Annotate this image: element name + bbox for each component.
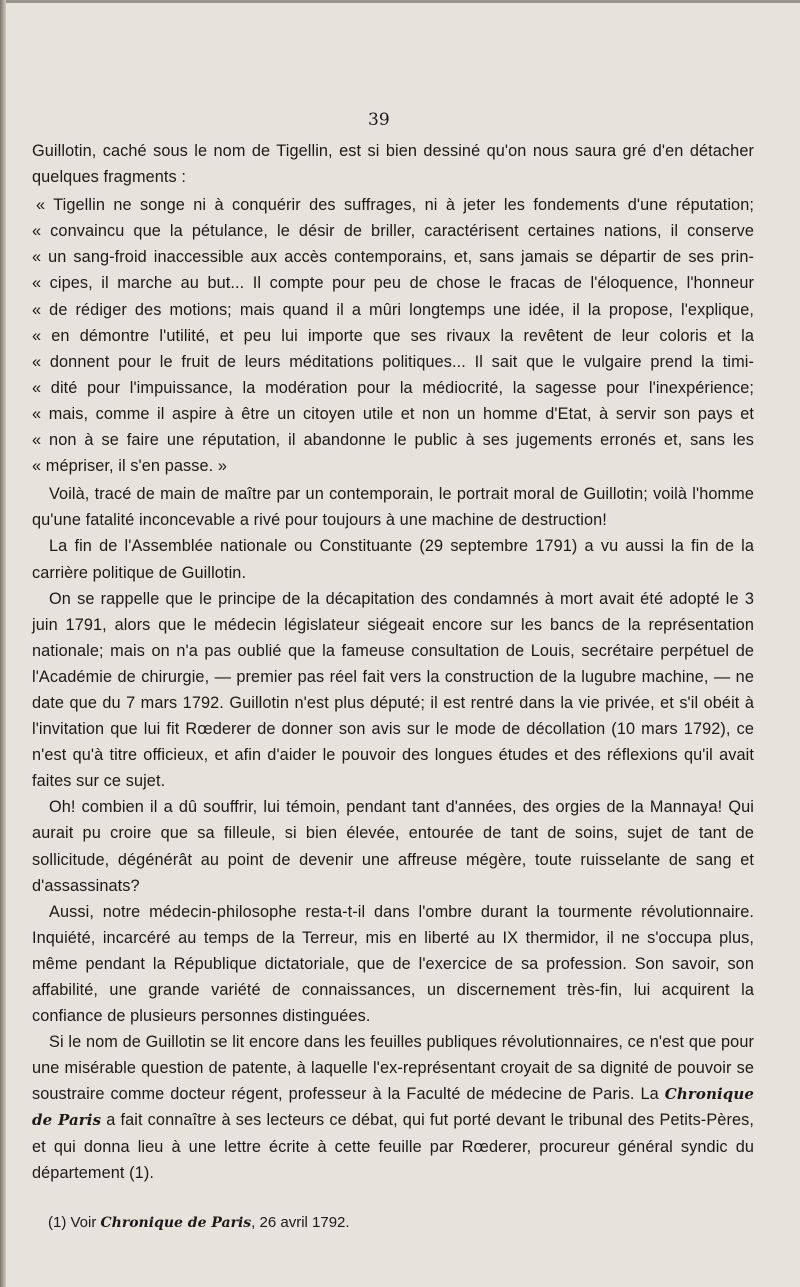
paragraph-si-le-nom (32, 1029, 754, 1186)
page-number: 39 (368, 110, 390, 130)
page-top-edge (0, 0, 800, 3)
paragraph-oh-combien: Oh! combien il a dû souffrir, lui témoin, pendant tant d'années, des orgies de la Mannaya! Qui aurait pu croire que sa filleule, si bien élevée, entourée de tant de soins, sujet de tant de sollicitude, dégénérât au point de devenir une affreuse mégère, toute ruisselante de sang et d'assassinats? (32, 798, 754, 895)
quote-line: « dité pour l'impuissance, la modération pour la médiocrité, la sagesse pour l'inexpérience; (32, 378, 754, 397)
quote-line: « en démontre l'utilité, et peu lui importe que ses rivaux la revêtent de leur coloris et la (32, 326, 754, 345)
quote-line: « un sang-froid inaccessible aux accès contemporains, et, sans jamais se départir de ses prin- (32, 248, 754, 267)
quote-line: « convaincu que la pétulance, le désir de briller, caractérisent certaines nations, il conserve (32, 222, 754, 241)
body-text (32, 138, 754, 1186)
page-binding-edge (0, 0, 6, 1287)
footnote-date: , 26 avril 1792. (251, 1214, 350, 1231)
quote-line: « mépriser, il s'en passe. » (32, 457, 228, 476)
footnote (48, 1214, 350, 1231)
paragraph-voila: Voilà, tracé de main de maître par un contemporain, le portrait moral de Guillotin; voilà l'homme qu'une fatalité inconcevable a rivé pour toujours à une machine de destruction! (32, 485, 754, 530)
footnote-marker: (1) Voir (48, 1214, 101, 1231)
quote-line: « donnent pour le fruit de leurs méditations politiques... Il sait que le vulgaire prend la timi- (32, 352, 754, 371)
quote-line: « cipes, il marche au but... Il compte pour peu de chose le fracas de l'éloquence, l'honneur (32, 274, 754, 293)
paragraph-text: a fait connaître à ses lecteurs ce débat, qui fut porté devant le tribunal des Petits-Pères, et qui donna lieu à une lettre écrite à cette feuille par Rœderer, procureur général syndic du département (1). (32, 1111, 754, 1182)
quote-line: « de rédiger des motions; mais quand il a mûri longtemps une idée, il la propose, l'explique, (32, 300, 754, 319)
quote-line: « mais, comme il aspire à être un citoyen utile et non un homme d'Etat, à servir son pays et (32, 404, 754, 423)
quote-line: « non à se faire une réputation, il abandonne le public à ses jugements erronés et, sans les (32, 431, 754, 450)
intro-paragraph: Guillotin, caché sous le nom de Tigellin, est si bien dessiné qu'on nous saura gré d'en détacher quelques fragments : (32, 142, 754, 187)
quotation (32, 192, 754, 479)
paragraph-rappelle: On se rappelle que le principe de la décapitation des condamnés à mort avait été adopté le 3 juin 1791, alors que le médecin législateur siégeait encore sur les bancs de la représentation nationale; mais on n'a pas oublié que la fameuse consultation de Louis, secrétaire perpétuel de l'Académie de chirurgie, — premier pas réel fait vers la construction de la lugubre machine, — ne date que du 7 mars 1792. Guillotin n'est plus député; il est rentré dans la vie privée, et s'il obéit à l'invitation que lui fit Rœderer de donner son avis sur le mode de décollation (10 mars 1792), ce n'est qu'à titre officieux, et afin d'aider le pouvoir des longues études et des réflexions qu'il avait faites sur ce sujet. (32, 589, 754, 791)
paragraph-text: Si le nom de Guillotin se lit encore dans les feuilles publiques révolutionnaires, ce n'est que pour une misérable question de patente, à laquelle l'ex-représentant croyait de sa dignité de pouvoir se soustraire comme docteur régent, professeur à la Faculté de médecine de Paris. La (32, 1033, 754, 1104)
paragraph-fin-assemblee: La fin de l'Assemblée nationale ou Constituante (29 septembre 1791) a vu aussi la fin de la carrière politique de Guillotin. (32, 537, 754, 582)
footnote-journal-title: Chronique de Paris (100, 1215, 252, 1231)
journal-title: Chronique de Paris (32, 1085, 754, 1130)
paragraph-aussi: Aussi, notre médecin-philosophe resta-t-il dans l'ombre durant la tourmente révolutionnaire. Inquiété, incarcéré au temps de la Terreur, mis en liberté au IX thermidor, il ne s'occupa plus, même pendant la République dictatoriale, que de l'exercice de sa profession. Son savoir, son affabilité, une grande variété de connaissances, un discernement très-fin, lui acquirent la confiance de plusieurs personnes distinguées. (32, 902, 754, 1026)
quote-line: « Tigellin ne songe ni à conquérir des suffrages, ni à jeter les fondements d'une réputation; (36, 196, 754, 215)
